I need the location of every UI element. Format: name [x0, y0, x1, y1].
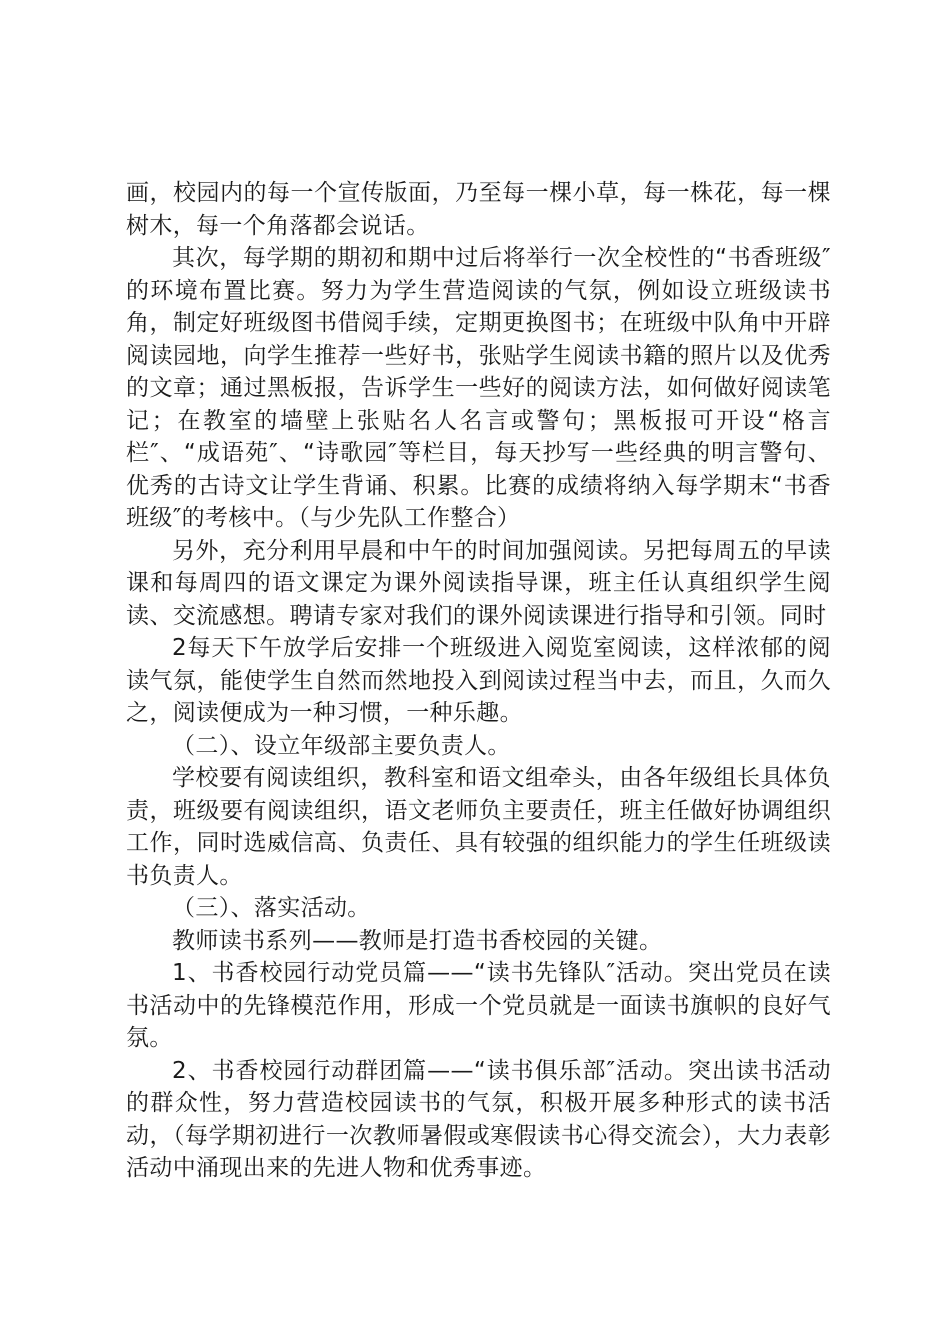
list-item-2: 2、书香校园行动群团篇——“读书俱乐部″活动。突出读书活动的群众性，努力营造校园读书的气氛，积极开展多种形式的读书活动，（每学期初进行一次教师暑假或寒假读书心得交流会），大力表彰活动中涌现出来的先进人物和优秀事迹。: [126, 1057, 831, 1181]
paragraph-classroom-contest: 其次，每学期的期初和期中过后将举行一次全校性的“书香班级″的环境布置比赛。努力为学生营造阅读的气氛，例如设立班级读书角，制定好班级图书借阅手续，定期更换图书；在班级中队角中开辟阅读园地，向学生推荐一些好书，张贴学生阅读书籍的照片以及优秀的文章；通过黑板报，告诉学生一些好的阅读方法，如何做好阅读笔记；在教室的墙壁上张贴名人名言或警句；黑板报可开设“格言栏″、“成语苑″、“诗歌园″等栏目，每天抄写一些经典的明言警句、优秀的古诗文让学生背诵、积累。比赛的成绩将纳入每学期末“书香班级″的考核中。（与少先队工作整合）: [126, 245, 831, 531]
paragraph-organization: 学校要有阅读组织，教科室和语文组牵头，由各年级组长具体负责，班级要有阅读组织，语文老师负主要责任，班主任做好协调组织工作，同时选威信高、负责任、具有较强的组织能力的学生任班级读书负责人。: [126, 765, 831, 889]
section-heading-2: （二）、设立年级部主要负责人。: [172, 732, 511, 759]
paragraph-continuation: 画，校园内的每一个宣传版面，乃至每一棵小草，每一株花，每一棵树木，每一个角落都会说话。: [126, 180, 831, 239]
paragraph-reading-room: 2每天下午放学后安排一个班级进入阅览室阅读，这样浓郁的阅读气氛，能使学生自然而然地投入到阅读过程当中去，而且，久而久之，阅读便成为一种习惯，一种乐趣。: [126, 635, 831, 726]
section-heading-3: （三）、落实活动。: [172, 895, 371, 921]
paragraph-teacher-series: 教师读书系列——教师是打造书香校园的关键。: [172, 927, 663, 954]
document-body: [126, 177, 831, 1185]
paragraph-reading-time: 另外，充分利用早晨和中午的时间加强阅读。另把每周五的早读课和每周四的语文课定为课外阅读指导课，班主任认真组织学生阅读、交流感想。聘请专家对我们的课外阅读课进行指导和引领。同时: [126, 537, 831, 629]
list-item-1: 1、书香校园行动党员篇——“读书先锋队″活动。突出党员在读书活动中的先锋模范作用，形成一个党员就是一面读书旗帜的良好气氛。: [126, 960, 831, 1051]
